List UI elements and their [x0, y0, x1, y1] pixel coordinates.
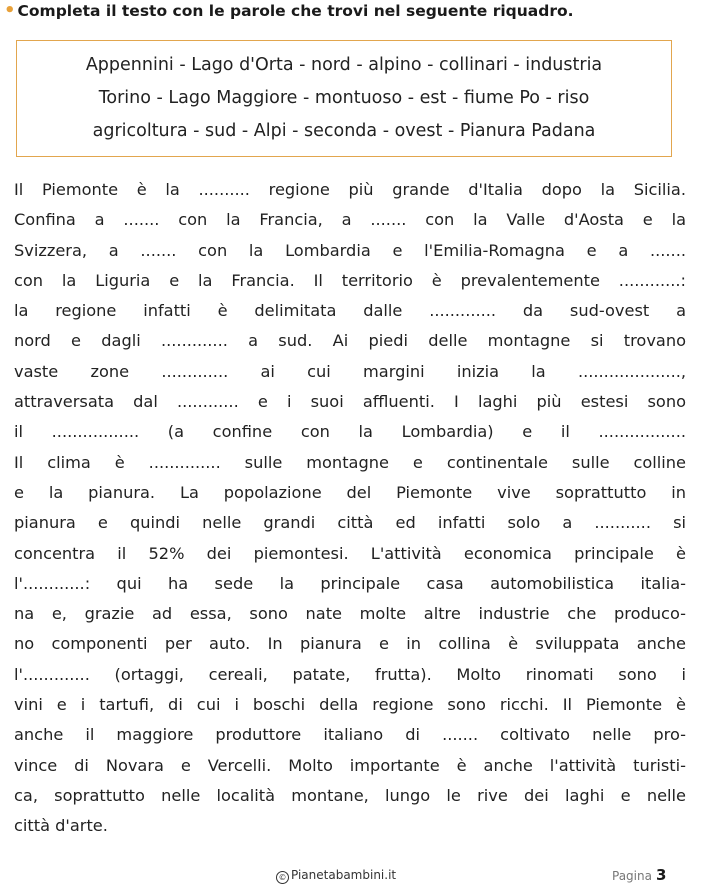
- copyright-icon: ©: [276, 871, 289, 884]
- cloze-text: [14, 175, 686, 842]
- text-line-4: con la Liguria e la Francia. Il territorio è prevalentemente ............:: [14, 270, 686, 290]
- text-line-5: la regione infatti è delimitata dalle ............. da sud-ovest a: [14, 301, 686, 321]
- text-line-18: vini e i tartufi, di cui i boschi della regione sono ricchi. Il Piemonte è: [14, 695, 686, 715]
- text-line-20: vince di Novara e Vercelli. Molto importante è anche l'attività turisti-: [14, 755, 686, 775]
- word-row-1: Appennini - Lago d'Orta - nord - alpino - collinari - industria: [85, 55, 603, 75]
- text-line-11: e la pianura. La popolazione del Piemonte vive soprattutto in: [14, 482, 686, 502]
- bullet-icon: •: [4, 0, 16, 21]
- text-line-2: Confina a ....... con la Francia, a ....... con la Valle d'Aosta e la: [14, 210, 686, 230]
- footer-brand: [276, 868, 396, 884]
- text-line-8: attraversata dal ............ e i suoi affluenti. I laghi più estesi sono: [14, 392, 686, 412]
- text-line-16: no componenti per auto. In pianura e in collina è sviluppata anche: [14, 634, 686, 654]
- text-line-3: Svizzera, a ....... con la Lombardia e l'Emilia-Romagna e a .......: [14, 240, 686, 260]
- text-line-1: Il Piemonte è la .......... regione più grande d'Italia dopo la Sicilia.: [14, 180, 686, 199]
- text-line-22: città d'arte.: [14, 816, 108, 836]
- text-line-13: concentra il 52% dei piemontesi. L'attività economica principale è: [14, 543, 686, 563]
- text-line-14: l'............: qui ha sede la principale casa automobilistica italia-: [14, 573, 686, 593]
- text-line-19: anche il maggiore produttore italiano di ....... coltivato nelle pro-: [14, 725, 686, 745]
- page-number: 3: [655, 866, 667, 884]
- word-row-2: Torino - Lago Maggiore - montuoso - est - fiume Po - riso: [98, 88, 590, 108]
- text-line-10: Il clima è .............. sulle montagne e continentale sulle colline: [14, 452, 686, 472]
- text-line-15: na e, grazie ad essa, sono nate molte altre industrie che produco-: [14, 604, 686, 624]
- text-line-9: il ................. (a confine con la Lombardia) e il .................: [14, 422, 686, 442]
- instruction-heading: [4, 0, 704, 21]
- text-line-12: pianura e quindi nelle grandi città ed infatti solo a ........... si: [14, 513, 686, 533]
- text-line-17: l'............. (ortaggi, cereali, patate, frutta). Molto rinomati sono i: [14, 664, 686, 684]
- footer-brand-text: Pianetabambini.it: [291, 868, 397, 882]
- text-line-7: vaste zone ............. ai cui margini inizia la ....................,: [14, 361, 686, 381]
- word-row-3: agricoltura - sud - Alpi - seconda - ovest - Pianura Padana: [92, 121, 596, 141]
- text-line-21: ca, soprattutto nelle località montane, lungo le rive dei laghi e nelle: [14, 785, 686, 805]
- page-label: Pagina: [612, 869, 652, 883]
- page-indicator: [612, 866, 666, 884]
- instruction-text: Completa il testo con le parole che trovi nel seguente riquadro.: [17, 2, 574, 20]
- text-line-6: nord e dagli ............. a sud. Ai piedi delle montagne si trovano: [14, 331, 686, 351]
- word-box: [16, 40, 672, 157]
